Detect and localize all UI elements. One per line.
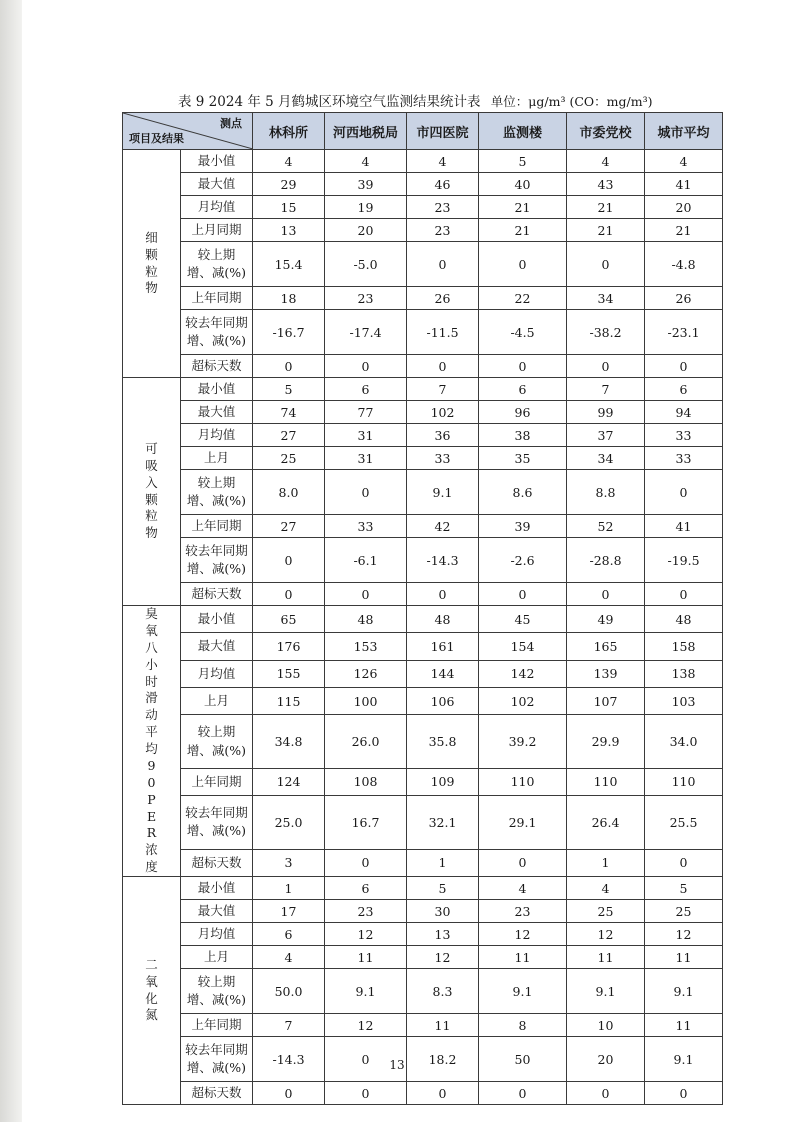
value-cell: 25.0 xyxy=(253,796,325,849)
corner-top-label: 测点 xyxy=(220,117,242,130)
value-cell: 23 xyxy=(325,287,407,310)
value-cell: 49 xyxy=(567,606,645,633)
table-caption xyxy=(178,90,738,110)
value-cell: 21 xyxy=(645,219,723,242)
table-row xyxy=(123,687,723,714)
value-cell: 176 xyxy=(253,633,325,660)
value-cell: 12 xyxy=(325,923,407,946)
value-cell: 40 xyxy=(479,173,567,196)
value-cell: 9.1 xyxy=(325,969,407,1014)
header-row xyxy=(123,113,723,150)
table-row xyxy=(123,606,723,633)
value-cell: 43 xyxy=(567,173,645,196)
value-cell: 5 xyxy=(645,877,723,900)
value-cell: 8.6 xyxy=(479,470,567,515)
value-cell: 110 xyxy=(567,768,645,795)
value-cell: -38.2 xyxy=(567,310,645,355)
value-cell: 34.8 xyxy=(253,715,325,768)
value-cell: 23 xyxy=(325,900,407,923)
value-cell: 23 xyxy=(407,196,479,219)
table-row xyxy=(123,900,723,923)
value-cell: 65 xyxy=(253,606,325,633)
station-header: 市四医院 xyxy=(407,113,479,150)
row-label: 最小值 xyxy=(181,606,253,633)
table-row xyxy=(123,1014,723,1037)
value-cell: 0 xyxy=(479,849,567,876)
value-cell: 154 xyxy=(479,633,567,660)
row-label: 上年同期 xyxy=(181,287,253,310)
value-cell: 6 xyxy=(253,923,325,946)
value-cell: 18.2 xyxy=(407,1037,479,1082)
value-cell: 50.0 xyxy=(253,969,325,1014)
value-cell: 153 xyxy=(325,633,407,660)
value-cell: 34 xyxy=(567,447,645,470)
station-header: 监测楼 xyxy=(479,113,567,150)
value-cell: 33 xyxy=(325,515,407,538)
page-number: 13 xyxy=(389,1058,405,1072)
value-cell: 0 xyxy=(479,355,567,378)
station-header: 河西地税局 xyxy=(325,113,407,150)
value-cell: 77 xyxy=(325,401,407,424)
row-label: 最大值 xyxy=(181,173,253,196)
row-label: 上年同期 xyxy=(181,1014,253,1037)
value-cell: 26.0 xyxy=(325,715,407,768)
value-cell: 158 xyxy=(645,633,723,660)
row-label: 超标天数 xyxy=(181,1082,253,1105)
value-cell: 26.4 xyxy=(567,796,645,849)
value-cell: 0 xyxy=(645,355,723,378)
value-cell: 21 xyxy=(567,196,645,219)
value-cell: 15.4 xyxy=(253,242,325,287)
value-cell: 0 xyxy=(567,242,645,287)
value-cell: 48 xyxy=(645,606,723,633)
station-header: 市委党校 xyxy=(567,113,645,150)
table-row xyxy=(123,196,723,219)
value-cell: 155 xyxy=(253,660,325,687)
value-cell: 23 xyxy=(479,900,567,923)
table-row xyxy=(123,715,723,768)
row-label: 最大值 xyxy=(181,633,253,660)
value-cell: 52 xyxy=(567,515,645,538)
value-cell: 20 xyxy=(325,219,407,242)
value-cell: 35 xyxy=(479,447,567,470)
value-cell: 4 xyxy=(325,150,407,173)
value-cell: 5 xyxy=(479,150,567,173)
value-cell: 0 xyxy=(325,1037,407,1082)
value-cell: 1 xyxy=(253,877,325,900)
table-title: 表 9 2024 年 5 月鹤城区环境空气监测结果统计表 xyxy=(178,94,481,110)
row-label: 较去年同期 增、减(%) xyxy=(181,796,253,849)
corner-bottom-label: 项目及结果 xyxy=(129,132,184,145)
value-cell: 103 xyxy=(645,687,723,714)
value-cell: 12 xyxy=(325,1014,407,1037)
row-label: 较上期 增、减(%) xyxy=(181,969,253,1014)
value-cell: 38 xyxy=(479,424,567,447)
value-cell: 0 xyxy=(645,583,723,606)
value-cell: 36 xyxy=(407,424,479,447)
value-cell: 39.2 xyxy=(479,715,567,768)
value-cell: 4 xyxy=(645,150,723,173)
station-header: 林科所 xyxy=(253,113,325,150)
table-row xyxy=(123,768,723,795)
value-cell: 4 xyxy=(567,150,645,173)
value-cell: 11 xyxy=(407,1014,479,1037)
value-cell: -17.4 xyxy=(325,310,407,355)
row-label: 上月 xyxy=(181,946,253,969)
table-row xyxy=(123,538,723,583)
value-cell: 7 xyxy=(407,378,479,401)
table-body xyxy=(123,150,723,1105)
table-unit: 单位：μg/m³ (CO：mg/m³) xyxy=(490,94,653,109)
value-cell: 0 xyxy=(325,470,407,515)
value-cell: 12 xyxy=(479,923,567,946)
value-cell: 50 xyxy=(479,1037,567,1082)
value-cell: 138 xyxy=(645,660,723,687)
value-cell: 34.0 xyxy=(645,715,723,768)
corner-header xyxy=(123,113,253,150)
value-cell: 124 xyxy=(253,768,325,795)
row-label: 上年同期 xyxy=(181,768,253,795)
value-cell: -4.5 xyxy=(479,310,567,355)
value-cell: 25 xyxy=(567,900,645,923)
value-cell: 21 xyxy=(479,196,567,219)
value-cell: 13 xyxy=(253,219,325,242)
value-cell: 41 xyxy=(645,515,723,538)
row-label: 月均值 xyxy=(181,923,253,946)
value-cell: 0 xyxy=(645,849,723,876)
value-cell: 5 xyxy=(253,378,325,401)
value-cell: 106 xyxy=(407,687,479,714)
value-cell: 139 xyxy=(567,660,645,687)
table-row xyxy=(123,515,723,538)
value-cell: 27 xyxy=(253,515,325,538)
row-label: 最小值 xyxy=(181,877,253,900)
value-cell: 41 xyxy=(645,173,723,196)
row-label: 最小值 xyxy=(181,378,253,401)
row-label: 超标天数 xyxy=(181,355,253,378)
value-cell: -11.5 xyxy=(407,310,479,355)
table-row xyxy=(123,173,723,196)
value-cell: 11 xyxy=(567,946,645,969)
table-row xyxy=(123,796,723,849)
row-label: 较去年同期 增、减(%) xyxy=(181,310,253,355)
value-cell: 27 xyxy=(253,424,325,447)
value-cell: 0 xyxy=(407,355,479,378)
value-cell: 100 xyxy=(325,687,407,714)
value-cell: 21 xyxy=(479,219,567,242)
table-row xyxy=(123,969,723,1014)
value-cell: 11 xyxy=(645,1014,723,1037)
value-cell: 46 xyxy=(407,173,479,196)
value-cell: 20 xyxy=(567,1037,645,1082)
row-label: 较去年同期 增、减(%) xyxy=(181,1037,253,1082)
value-cell: 9.1 xyxy=(645,1037,723,1082)
value-cell: 42 xyxy=(407,515,479,538)
value-cell: 39 xyxy=(479,515,567,538)
row-label: 上月 xyxy=(181,447,253,470)
value-cell: 33 xyxy=(645,447,723,470)
value-cell: 7 xyxy=(567,378,645,401)
row-label: 上月同期 xyxy=(181,219,253,242)
value-cell: 33 xyxy=(407,447,479,470)
value-cell: 4 xyxy=(567,877,645,900)
value-cell: 23 xyxy=(407,219,479,242)
value-cell: 37 xyxy=(567,424,645,447)
value-cell: 17 xyxy=(253,900,325,923)
value-cell: -28.8 xyxy=(567,538,645,583)
value-cell: 0 xyxy=(253,1082,325,1105)
table-row xyxy=(123,633,723,660)
value-cell: 0 xyxy=(479,583,567,606)
row-label: 月均值 xyxy=(181,660,253,687)
value-cell: 165 xyxy=(567,633,645,660)
table-row xyxy=(123,287,723,310)
value-cell: 12 xyxy=(407,946,479,969)
table-row xyxy=(123,355,723,378)
table-row xyxy=(123,424,723,447)
value-cell: 126 xyxy=(325,660,407,687)
table-row xyxy=(123,583,723,606)
value-cell: 30 xyxy=(407,900,479,923)
table-row xyxy=(123,310,723,355)
value-cell: 8.3 xyxy=(407,969,479,1014)
pollutant-group-label xyxy=(123,378,181,606)
value-cell: 10 xyxy=(567,1014,645,1037)
table-row xyxy=(123,470,723,515)
value-cell: 102 xyxy=(479,687,567,714)
value-cell: 5 xyxy=(407,877,479,900)
value-cell: 161 xyxy=(407,633,479,660)
table-row xyxy=(123,219,723,242)
value-cell: 0 xyxy=(567,355,645,378)
value-cell: 110 xyxy=(645,768,723,795)
value-cell: 96 xyxy=(479,401,567,424)
value-cell: 9.1 xyxy=(645,969,723,1014)
value-cell: 35.8 xyxy=(407,715,479,768)
page-spine-shadow xyxy=(0,0,22,1122)
value-cell: 25 xyxy=(645,900,723,923)
value-cell: 0 xyxy=(253,583,325,606)
value-cell: 6 xyxy=(479,378,567,401)
table-row xyxy=(123,1082,723,1105)
row-label: 较上期 增、减(%) xyxy=(181,470,253,515)
value-cell: 4 xyxy=(253,150,325,173)
value-cell: 33 xyxy=(645,424,723,447)
pollutant-name: 可吸入颗粒物 xyxy=(145,440,158,541)
value-cell: 32.1 xyxy=(407,796,479,849)
row-label: 较上期 增、减(%) xyxy=(181,242,253,287)
value-cell: 0 xyxy=(253,355,325,378)
row-label: 最小值 xyxy=(181,150,253,173)
value-cell: 9.1 xyxy=(479,969,567,1014)
value-cell: 0 xyxy=(407,1082,479,1105)
value-cell: 25.5 xyxy=(645,796,723,849)
row-label: 上月 xyxy=(181,687,253,714)
value-cell: 108 xyxy=(325,768,407,795)
station-header: 城市平均 xyxy=(645,113,723,150)
value-cell: 8.0 xyxy=(253,470,325,515)
value-cell: 142 xyxy=(479,660,567,687)
value-cell: 34 xyxy=(567,287,645,310)
value-cell: 6 xyxy=(325,877,407,900)
value-cell: -6.1 xyxy=(325,538,407,583)
value-cell: 29.9 xyxy=(567,715,645,768)
value-cell: 144 xyxy=(407,660,479,687)
value-cell: 21 xyxy=(567,219,645,242)
value-cell: 48 xyxy=(325,606,407,633)
value-cell: 18 xyxy=(253,287,325,310)
value-cell: 8.8 xyxy=(567,470,645,515)
value-cell: 20 xyxy=(645,196,723,219)
value-cell: 31 xyxy=(325,447,407,470)
value-cell: 0 xyxy=(325,583,407,606)
value-cell: 11 xyxy=(645,946,723,969)
value-cell: 3 xyxy=(253,849,325,876)
air-quality-table xyxy=(122,112,723,1105)
value-cell: -14.3 xyxy=(407,538,479,583)
row-label: 超标天数 xyxy=(181,583,253,606)
value-cell: 4 xyxy=(407,150,479,173)
value-cell: 16.7 xyxy=(325,796,407,849)
value-cell: 110 xyxy=(479,768,567,795)
pollutant-name: 臭氧八小时滑动平均90PER浓度 xyxy=(145,606,158,875)
value-cell: 0 xyxy=(407,583,479,606)
value-cell: 0 xyxy=(479,1082,567,1105)
value-cell: 8 xyxy=(479,1014,567,1037)
value-cell: 29.1 xyxy=(479,796,567,849)
pollutant-name: 二氧化氮 xyxy=(145,956,158,1023)
value-cell: 22 xyxy=(479,287,567,310)
value-cell: -16.7 xyxy=(253,310,325,355)
row-label: 较去年同期 增、减(%) xyxy=(181,538,253,583)
value-cell: 13 xyxy=(407,923,479,946)
row-label: 上年同期 xyxy=(181,515,253,538)
table-row xyxy=(123,923,723,946)
value-cell: 0 xyxy=(645,470,723,515)
pollutant-name: 细颗粒物 xyxy=(145,229,158,296)
table-row xyxy=(123,849,723,876)
value-cell: -2.6 xyxy=(479,538,567,583)
value-cell: 0 xyxy=(325,849,407,876)
value-cell: 115 xyxy=(253,687,325,714)
value-cell: 45 xyxy=(479,606,567,633)
value-cell: 15 xyxy=(253,196,325,219)
value-cell: 109 xyxy=(407,768,479,795)
value-cell: 1 xyxy=(567,849,645,876)
table-row xyxy=(123,150,723,173)
table-row xyxy=(123,447,723,470)
value-cell: -19.5 xyxy=(645,538,723,583)
value-cell: 26 xyxy=(645,287,723,310)
value-cell: 7 xyxy=(253,1014,325,1037)
value-cell: 6 xyxy=(645,378,723,401)
value-cell: 31 xyxy=(325,424,407,447)
value-cell: 0 xyxy=(325,355,407,378)
row-label: 最大值 xyxy=(181,900,253,923)
row-label: 最大值 xyxy=(181,401,253,424)
value-cell: 11 xyxy=(325,946,407,969)
table-row xyxy=(123,401,723,424)
value-cell: 1 xyxy=(407,849,479,876)
value-cell: 11 xyxy=(479,946,567,969)
row-label: 月均值 xyxy=(181,196,253,219)
value-cell: 0 xyxy=(253,538,325,583)
row-label: 月均值 xyxy=(181,424,253,447)
value-cell: 74 xyxy=(253,401,325,424)
value-cell: 99 xyxy=(567,401,645,424)
table-row xyxy=(123,660,723,687)
value-cell: 94 xyxy=(645,401,723,424)
table-row xyxy=(123,242,723,287)
row-label: 超标天数 xyxy=(181,849,253,876)
value-cell: 25 xyxy=(253,447,325,470)
value-cell: 9.1 xyxy=(567,969,645,1014)
table-row xyxy=(123,378,723,401)
value-cell: 12 xyxy=(567,923,645,946)
value-cell: 0 xyxy=(567,583,645,606)
value-cell: 29 xyxy=(253,173,325,196)
value-cell: 39 xyxy=(325,173,407,196)
table-row xyxy=(123,877,723,900)
value-cell: -4.8 xyxy=(645,242,723,287)
value-cell: 12 xyxy=(645,923,723,946)
value-cell: 26 xyxy=(407,287,479,310)
value-cell: 0 xyxy=(325,1082,407,1105)
value-cell: -23.1 xyxy=(645,310,723,355)
value-cell: 0 xyxy=(645,1082,723,1105)
value-cell: -5.0 xyxy=(325,242,407,287)
value-cell: 9.1 xyxy=(407,470,479,515)
pollutant-group-label xyxy=(123,150,181,378)
value-cell: 4 xyxy=(479,877,567,900)
row-label: 较上期 增、减(%) xyxy=(181,715,253,768)
value-cell: -14.3 xyxy=(253,1037,325,1082)
value-cell: 19 xyxy=(325,196,407,219)
value-cell: 4 xyxy=(253,946,325,969)
value-cell: 0 xyxy=(567,1082,645,1105)
value-cell: 6 xyxy=(325,378,407,401)
value-cell: 0 xyxy=(407,242,479,287)
pollutant-group-label xyxy=(123,606,181,877)
table-row xyxy=(123,946,723,969)
value-cell: 48 xyxy=(407,606,479,633)
value-cell: 102 xyxy=(407,401,479,424)
value-cell: 107 xyxy=(567,687,645,714)
value-cell: 0 xyxy=(479,242,567,287)
